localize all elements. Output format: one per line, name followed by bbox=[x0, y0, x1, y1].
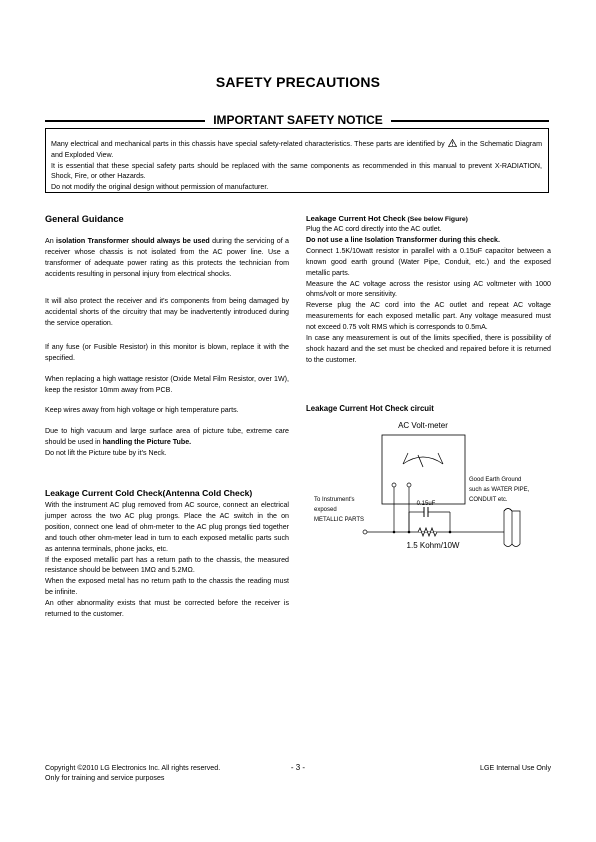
cold-paragraph-2: If the exposed metallic part has a return path to the chassis, the measured resistance should be between 1MΩ and 5.2MΩ. bbox=[45, 555, 289, 575]
right-label-line-1: Good Earth Ground bbox=[469, 477, 522, 483]
general-p6-bold: handling the Picture Tube. bbox=[102, 437, 192, 446]
left-label-line-1: To Instrument's bbox=[314, 497, 355, 503]
hot-check-heading: Leakage Current Hot Check bbox=[306, 214, 406, 223]
hot-paragraph-6: In case any measurement is out of the limits specified, there is possibility of shock hazard and the set must be checked and repaired before it is returned to the customer. bbox=[306, 334, 551, 364]
meter-label: AC Volt-meter bbox=[398, 421, 448, 430]
notice-box bbox=[45, 128, 549, 193]
hot-paragraph-4: Measure the AC voltage across the resistor using AC voltmeter with 1000 ohms/volt or more sensitivity. bbox=[306, 279, 551, 299]
warning-triangle-icon bbox=[448, 139, 457, 147]
cold-paragraph-1: With the instrument AC plug removed from AC source, connect an electrical jumper across the two AC plug prongs. Place the AC switch in the on position, connect one lead of ohm-meter to the AC plug prongs tied together and touch other ohm-meter lead in turn to each exposed metallic parts such as antenna terminals, phone jacks, etc. bbox=[45, 501, 289, 553]
general-paragraph-5: Keep wires away from high voltage or high temperature parts. bbox=[45, 406, 239, 414]
general-paragraph-6 bbox=[45, 426, 289, 459]
general-p1-bold: isolation Transformer should always be used bbox=[56, 237, 210, 245]
capacitor-label: 0.15uF bbox=[416, 501, 436, 507]
notice-paragraph-3: Do not modify the original design without permission of manufacturer. bbox=[51, 183, 269, 192]
general-p6-post: Do not lift the Picture tube by it's Neck. bbox=[45, 448, 167, 457]
hot-paragraph-1: Plug the AC cord directly into the AC outlet. bbox=[306, 225, 442, 233]
hot-check-heading-note: (See below Figure) bbox=[405, 216, 468, 223]
cold-paragraph-3: When the exposed metal has no return path to the chassis the reading must be infinite. bbox=[45, 577, 289, 597]
voltmeter-box bbox=[382, 435, 465, 504]
general-p1-post: during the servicing of a receiver whose chassis is not isolated from the AC power line. Use a transformer of adequate power rating as this protects the technician from accidents resulting in personal injury from electrical shocks. bbox=[45, 237, 289, 278]
left-label-line-3: METALLIC PARTS bbox=[314, 517, 365, 523]
general-paragraph-2: It will also protect the receiver and it's components from being damaged by accidental shorts of the circuitry that may be inadvertently introduced during the service operation. bbox=[45, 297, 289, 327]
earth-ground-pipe-front bbox=[504, 509, 512, 547]
circuit-heading: Leakage Current Hot Check circuit bbox=[306, 404, 434, 413]
footer-training: Only for training and service purposes bbox=[45, 774, 165, 782]
resistor-symbol bbox=[418, 528, 437, 536]
node-left bbox=[393, 531, 396, 534]
notice-p1a: Many electrical and mechanical parts in this chassis have special safety-related characteristics. These parts are identified by bbox=[51, 140, 445, 148]
general-p6-pre: Due to high vacuum and large surface area of picture tube, extreme care should be used in bbox=[45, 427, 289, 446]
general-p1-pre: An bbox=[45, 237, 57, 245]
meter-terminal-left bbox=[392, 483, 396, 487]
cold-paragraph-4: An other abnormality exists that must be corrected before the receiver is returned to the customer. bbox=[45, 599, 289, 619]
hot-paragraph-3: Connect 1.5K/10watt resistor in parallel with a 0.15uF capacitor between a known good earth ground (Water Pipe, Conduit, etc.) and the exposed metallic parts. bbox=[306, 246, 551, 277]
left-label-line-2: exposed bbox=[314, 507, 337, 513]
right-label-line-2: such as WATER PIPE, bbox=[469, 487, 530, 493]
resistor-label: 1.5 Kohm/10W bbox=[406, 541, 460, 550]
general-paragraph-4: When replacing a high wattage resistor (Oxide Metal Film Resistor, over 1W), keep the resistor 10mm away from PCB. bbox=[45, 375, 289, 394]
footer-internal: LGE Internal Use Only bbox=[480, 764, 551, 772]
notice-paragraph-1 bbox=[51, 139, 542, 161]
general-paragraph-1 bbox=[45, 236, 289, 280]
hot-paragraph-5: Reverse plug the AC cord into the AC outlet and repeat AC voltage measurements for each exposed metallic part. Any voltage measured must not exceed 0.75 volt RMS which is corresponds to 0.5mA. bbox=[306, 301, 551, 332]
general-guidance-heading: General Guidance bbox=[45, 214, 124, 224]
page-number: - 3 - bbox=[290, 763, 306, 772]
cold-check-heading: Leakage Current Cold Check(Antenna Cold Check) bbox=[45, 488, 253, 498]
notice-paragraph-2: It is essential that these special safety parts should be replaced with the same components as recommended in this manual to prevent X-RADIATION, Shock, Fire, or other Hazards. bbox=[51, 161, 542, 181]
hot-check-circuit-diagram bbox=[306, 416, 556, 556]
page-title: SAFETY PRECAUTIONS bbox=[215, 74, 381, 90]
hot-paragraph-2: Do not use a line Isolation Transformer during this check. bbox=[306, 235, 500, 244]
hot-check-heading-line bbox=[306, 214, 551, 223]
footer-copyright: Copyright ©2010 LG Electronics Inc. All rights reserved. bbox=[45, 764, 221, 772]
general-paragraph-3: If any fuse (or Fusible Resistor) in this monitor is blown, replace it with the specified. bbox=[45, 343, 289, 362]
right-label-line-3: CONDUIT etc. bbox=[469, 497, 508, 503]
probe-terminal bbox=[363, 530, 367, 534]
hot-check-body bbox=[306, 224, 551, 366]
cold-check-body bbox=[45, 500, 289, 620]
notice-title-wrap bbox=[0, 111, 596, 129]
notice-p1b: in the Schematic Diagram and Exploded View. bbox=[51, 140, 542, 159]
meter-terminal-right bbox=[407, 483, 411, 487]
meter-scale-arc bbox=[403, 457, 443, 464]
notice-title: IMPORTANT SAFETY NOTICE bbox=[205, 113, 391, 127]
